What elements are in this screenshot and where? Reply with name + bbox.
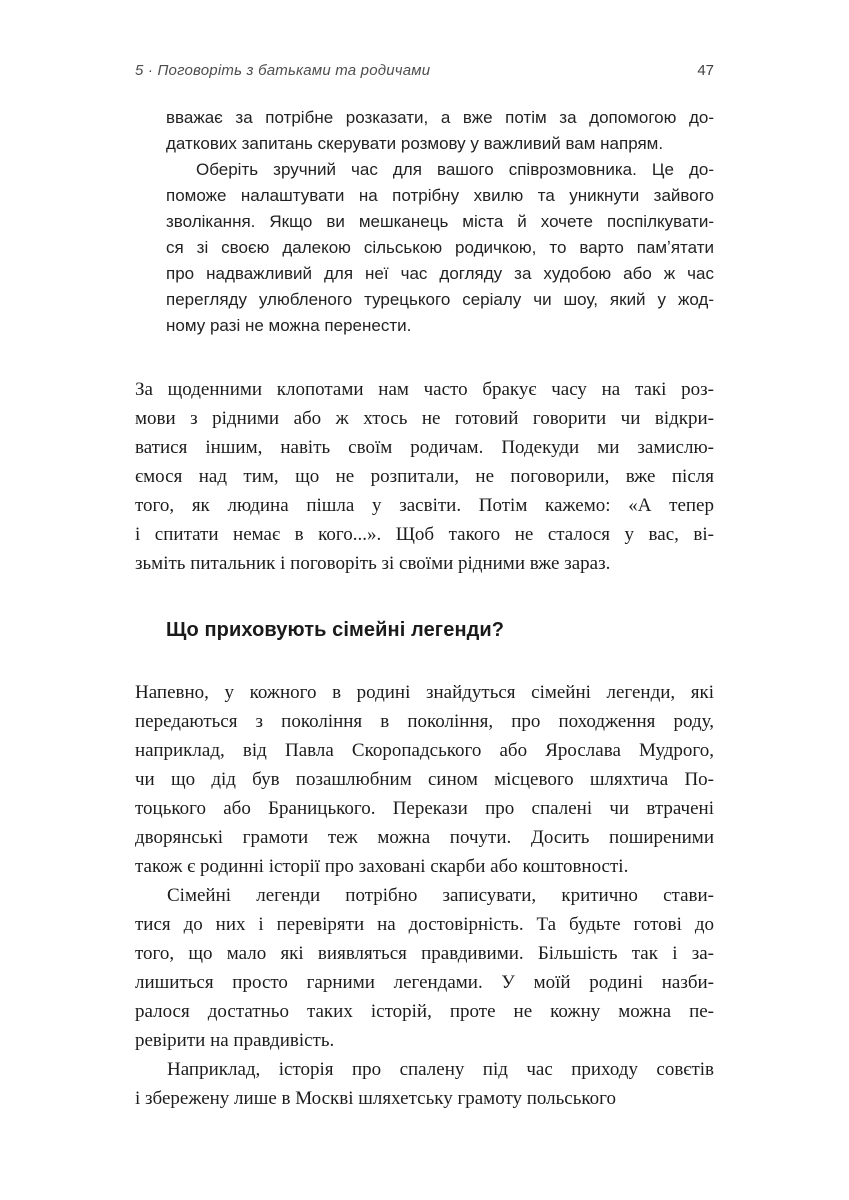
text-line: зволікання. Якщо ви мешканець міста й хочете поспілкувати- — [166, 212, 714, 231]
paragraph — [135, 375, 714, 578]
text-line: про надважливий для неї час догляду за худобою або ж час — [166, 264, 714, 283]
paragraph — [135, 1055, 714, 1113]
text-line: тися до них і перевіряти на достовірність. Та будьте готові до — [135, 914, 714, 935]
text-line: Напевно, у кожного в родині знайдуться сімейні легенди, які — [135, 682, 714, 703]
text-line: ралося достатньо таких історій, проте не кожну можна пе- — [135, 1001, 714, 1022]
text-line: дворянські грамоти теж можна почути. Досить поширеними — [135, 827, 714, 848]
text-line: і спитати немає в кого...». Щоб такого не сталося у вас, ві- — [135, 524, 714, 545]
text-line: ся зі своєю далекою сільською родичкою, то варто памʼятати — [166, 238, 714, 257]
text-line: Оберіть зручний час для вашого співрозмовника. Це до- — [196, 160, 714, 179]
text-line: чи що дід був позашлюбним сином місцевого шляхтича По- — [135, 769, 714, 790]
text-line: ємося над тим, що не розпитали, не поговорили, вже після — [135, 466, 714, 487]
quoted-advice-block — [166, 105, 714, 339]
text-line: передаються з покоління в покоління, про походження роду, — [135, 711, 714, 732]
text-line: даткових запитань скерувати розмову у важливий вам напрям. — [166, 134, 664, 153]
running-chapter-title: 5 · Поговоріть з батьками та родичами — [135, 62, 431, 79]
text-line: наприклад, від Павла Скоропадського або Ярослава Мудрого, — [135, 740, 714, 761]
text-line: мови з рідними або ж хтось не готовий говорити чи відкри- — [135, 408, 714, 429]
text-line: того, що мало які виявляться правдивими. Більшість так і за- — [135, 943, 714, 964]
text-line: також є родинні історії про заховані скарби або коштовності. — [135, 856, 629, 877]
paragraph — [166, 105, 714, 157]
text-line: За щоденними клопотами нам часто бракує часу на такі роз- — [135, 379, 714, 400]
text-line: лишиться просто гарними легендами. У моїй родині назби- — [135, 972, 714, 993]
text-line: перегляду улюбленого турецького серіалу чи шоу, який у жод- — [166, 290, 714, 309]
text-line: Сімейні легенди потрібно записувати, критично стави- — [167, 885, 714, 906]
text-line: поможе налаштувати на потрібну хвилю та уникнути зайвого — [166, 186, 714, 205]
paragraph — [166, 157, 714, 339]
text-line: вважає за потрібне розказати, а вже потім за допомогою до- — [166, 108, 714, 127]
page-header — [135, 62, 714, 79]
body-text-block — [135, 375, 714, 578]
paragraph — [135, 881, 714, 1055]
text-line: того, як людина пішла у засвіти. Потім кажемо: «А тепер — [135, 495, 714, 516]
text-line: ревірити на правдивість. — [135, 1030, 335, 1051]
paragraph — [135, 678, 714, 881]
text-line: ватися іншим, навіть своїм родичам. Подекуди ми замислю- — [135, 437, 714, 458]
section-body-block — [135, 678, 714, 1113]
text-line: тоцького або Браницького. Перекази про спалені чи втрачені — [135, 798, 714, 819]
text-line: ному разі не можна перенести. — [166, 316, 412, 335]
page-number: 47 — [697, 62, 714, 79]
text-line: Наприклад, історія про спалену під час приходу совєтів — [167, 1059, 714, 1080]
text-line: і збережену лише в Москві шляхетську грамоту польського — [135, 1088, 616, 1109]
section-heading: Що приховують сімейні легенди? — [166, 619, 505, 641]
text-line: зьміть питальник і поговоріть зі своїми рідними вже зараз. — [135, 553, 611, 574]
